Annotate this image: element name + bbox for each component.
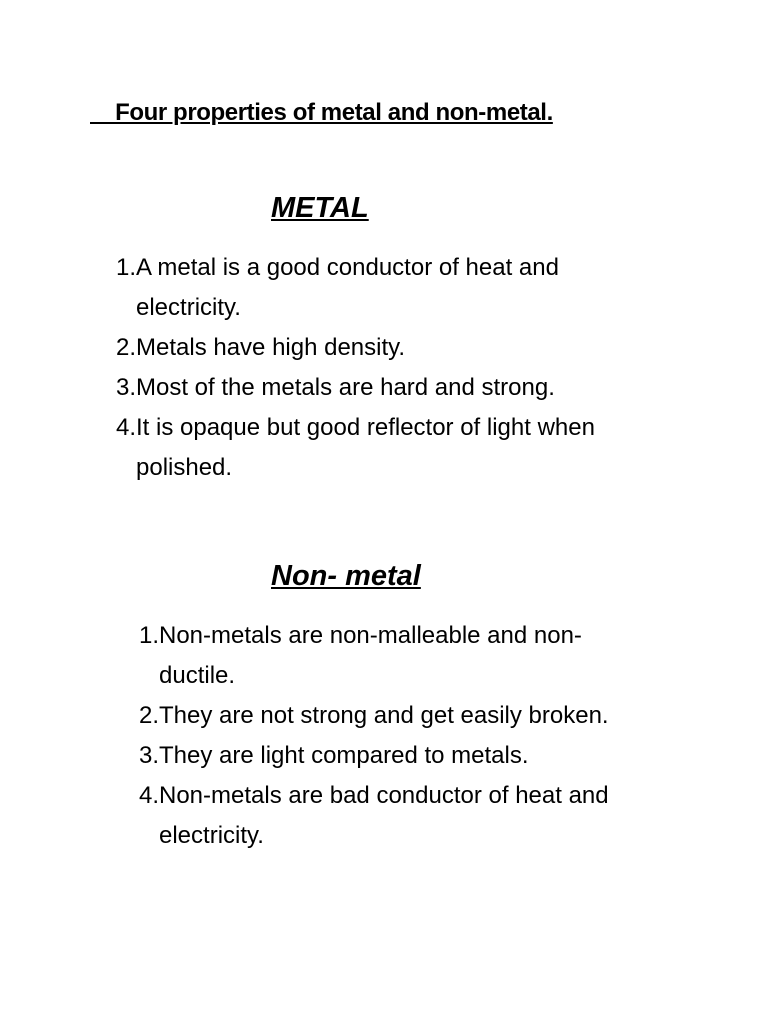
metal-heading: METAL bbox=[271, 192, 369, 224]
item-text: Non-metals are bad conductor of heat and electricity. bbox=[159, 782, 609, 849]
item-number: 3. bbox=[115, 374, 136, 401]
item-text: Metals have high density. bbox=[136, 334, 406, 361]
list-item bbox=[119, 616, 639, 696]
item-text: Non-metals are non-malleable and non-ductile. bbox=[159, 622, 582, 689]
list-item bbox=[96, 328, 616, 368]
item-text: A metal is a good conductor of heat and electricity. bbox=[136, 254, 559, 321]
metal-properties-list bbox=[96, 248, 616, 488]
item-number: 1. bbox=[115, 254, 136, 281]
list-item bbox=[96, 408, 616, 488]
item-number: 1. bbox=[138, 622, 159, 649]
item-number: 2. bbox=[115, 334, 136, 361]
item-number: 2. bbox=[138, 702, 159, 729]
list-item bbox=[96, 248, 616, 328]
item-number: 4. bbox=[138, 782, 159, 809]
item-text: They are light compared to metals. bbox=[159, 742, 529, 769]
list-item bbox=[119, 736, 639, 776]
list-item bbox=[96, 368, 616, 408]
item-number: 4. bbox=[115, 414, 136, 441]
non-metal-properties-list bbox=[119, 616, 639, 856]
page-title: Four properties of metal and non-metal. bbox=[90, 99, 553, 126]
item-text: They are not strong and get easily broken. bbox=[159, 702, 609, 729]
list-item bbox=[119, 696, 639, 736]
item-text: It is opaque but good reflector of light when polished. bbox=[136, 414, 595, 481]
item-number: 3. bbox=[138, 742, 159, 769]
item-text: Most of the metals are hard and strong. bbox=[136, 374, 555, 401]
non-metal-heading: Non- metal bbox=[271, 560, 421, 592]
list-item bbox=[119, 776, 639, 856]
